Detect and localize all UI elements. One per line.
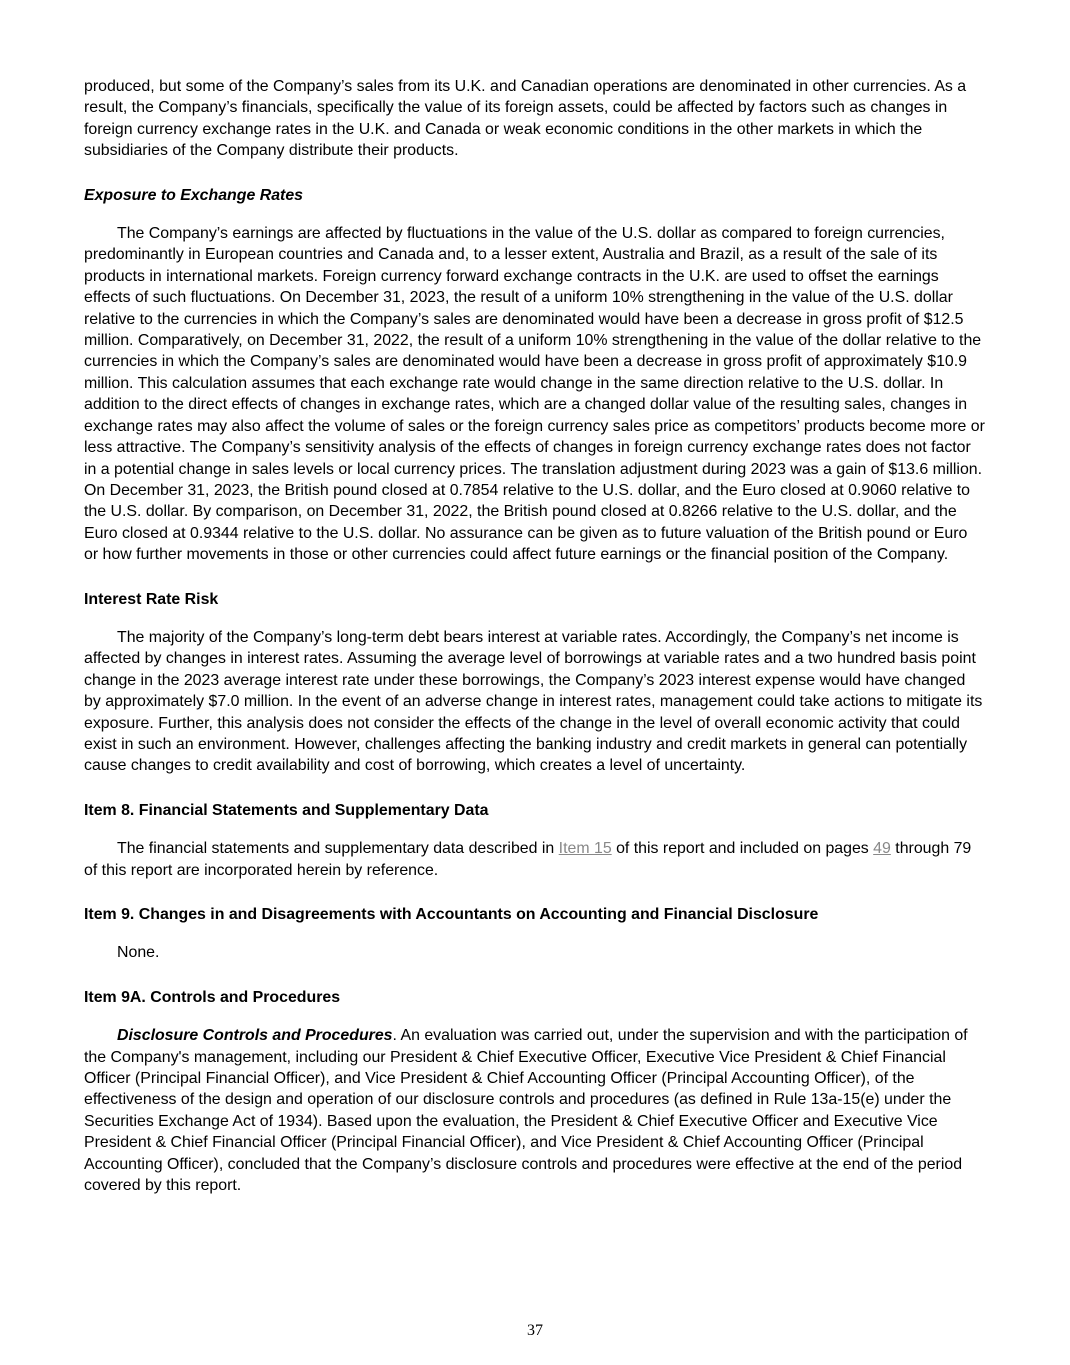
paragraph-item-8-text-2: of this report and included on pages xyxy=(611,840,874,858)
paragraph-continuation-currency-risk xyxy=(84,76,985,162)
paragraph-item-9-none xyxy=(84,942,985,963)
heading-item-9a-text-0: Item 9A. Controls and Procedures xyxy=(84,988,341,1006)
paragraph-disclosure-controls xyxy=(84,1025,985,1196)
paragraph-interest-rate-risk-text-0: The majority of the Company’s long-term debt bears interest at variable rates. Accordingly, the Company’s net income is affected by changes in interest rates. Assuming the average level of borrowings at variable rates and a two hundred basis point change in the 2023 average interest rate under these borrowings, the Company’s 2023 interest expense would have changed by approximately $7.0 million. In the event of an adverse change in interest rates, management could take actions to mitigate its exposure. Further, this analysis does not consider the effects of the change in the level of overall economic activity that could exist in such an environment. However, challenges affecting the banking industry and credit markets in general can potentially cause changes to credit availability and cost of borrowing, which creates a level of uncertainty. xyxy=(84,628,983,775)
heading-item-8-text-0: Item 8. Financial Statements and Supplementary Data xyxy=(84,801,489,819)
heading-exposure-to-exchange-rates-text-0: Exposure to Exchange Rates xyxy=(84,186,304,204)
paragraph-exposure-to-exchange-rates xyxy=(84,223,985,566)
heading-interest-rate-risk-text-0: Interest Rate Risk xyxy=(84,590,219,608)
disclosure-controls-lead-in: Disclosure Controls and Procedures xyxy=(117,1027,393,1045)
paragraph-interest-rate-risk xyxy=(84,627,985,777)
paragraph-continuation-currency-risk-text-0: produced, but some of the Company’s sales from its U.K. and Canadian operations are denominated in other currencies. As a result, the Company’s financials, specifically the value of its foreign assets, could be affected by factors such as changes in foreign currency exchange rates in the U.K. and Canada or weak economic conditions in the other markets in which the subsidiaries of the Company distribute their products. xyxy=(84,78,967,160)
heading-item-9a xyxy=(84,987,985,1008)
heading-item-8 xyxy=(84,800,985,821)
paragraph-exposure-to-exchange-rates-text-0: The Company’s earnings are affected by fluctuations in the value of the U.S. dollar as compared to foreign currencies, predominantly in European countries and Canada and, to a lesser extent, Australia and Brazil, as a result of the sale of its products in international markets. Foreign currency forward exchange contracts in the U.K. are used to offset the earnings effects of such fluctuations. On December 31, 2023, the result of a uniform 10% strengthening in the value of the U.S. dollar relative to the currencies in which the Company’s sales are denominated would have been a decrease in gross profit of $12.5 million. Comparatively, on December 31, 2022, the result of a uniform 10% strengthening in the value of the dollar relative to the currencies in which the Company’s sales are denominated would have been a decrease in gross profit of approximately $10.9 million. This calculation assumes that each exchange rate would change in the same direction relative to the U.S. dollar. In addition to the direct effects of changes in exchange rates, which are a changed dollar value of the resulting sales, changes in exchange rates may also affect the volume of sales or the foreign currency sales price as competitors’ products become more or less attractive. The Company’s sensitivity analysis of the effects of changes in foreign currency exchange rates does not factor in a potential change in sales levels or local currency prices. The translation adjustment during 2023 was a gain of $13.6 million. On December 31, 2023, the British pound closed at 0.7854 relative to the U.S. dollar, and the Euro closed at 0.9060 relative to the U.S. dollar. By comparison, on December 31, 2022, the British pound closed at 0.8266 relative to the U.S. dollar, and the Euro closed at 0.9344 relative to the U.S. dollar. No assurance can be given as to future valuation of the British pound or Euro or how further movements in those or other currencies could affect future earnings or the financial position of the Company. xyxy=(84,225,985,564)
page-number: 37 xyxy=(527,1321,543,1339)
paragraph-item-8-text-0: The financial statements and supplementary data described in xyxy=(117,840,559,858)
heading-interest-rate-risk xyxy=(84,589,985,610)
heading-exposure-to-exchange-rates xyxy=(84,185,985,206)
page-footer xyxy=(0,1320,1070,1341)
heading-item-9 xyxy=(84,904,985,925)
paragraph-disclosure-controls-text-1: . An evaluation was carried out, under the supervision and with the participation of the Company's management, including our President & Chief Executive Officer, Executive Vice President & Chief Financial Officer (Principal Financial Officer), and Vice President & Chief Accounting Officer (Principal Accounting Officer), of the effectiveness of the design and operation of our disclosure controls and procedures (as defined in Rule 13a-15(e) under the Securities Exchange Act of 1934). Based upon the evaluation, the President & Chief Executive Officer and Executive Vice President & Chief Financial Officer (Principal Financial Officer), and Vice President & Chief Accounting Officer (Principal Accounting Officer), concluded that the Company’s disclosure controls and procedures were effective at the end of the period covered by this report. xyxy=(84,1027,968,1195)
paragraph-item-8 xyxy=(84,838,985,881)
link-item-15[interactable]: Item 15 xyxy=(558,840,612,858)
paragraph-item-9-none-text-0: None. xyxy=(117,944,160,962)
heading-item-9-text-0: Item 9. Changes in and Disagreements with Accountants on Accounting and Financial Disclosure xyxy=(84,906,819,923)
link-page-49[interactable]: 49 xyxy=(873,840,891,858)
document-body xyxy=(84,76,985,1215)
paragraph-item-8-text-4: through 79 of this report are incorporated herein by reference. xyxy=(84,840,972,879)
